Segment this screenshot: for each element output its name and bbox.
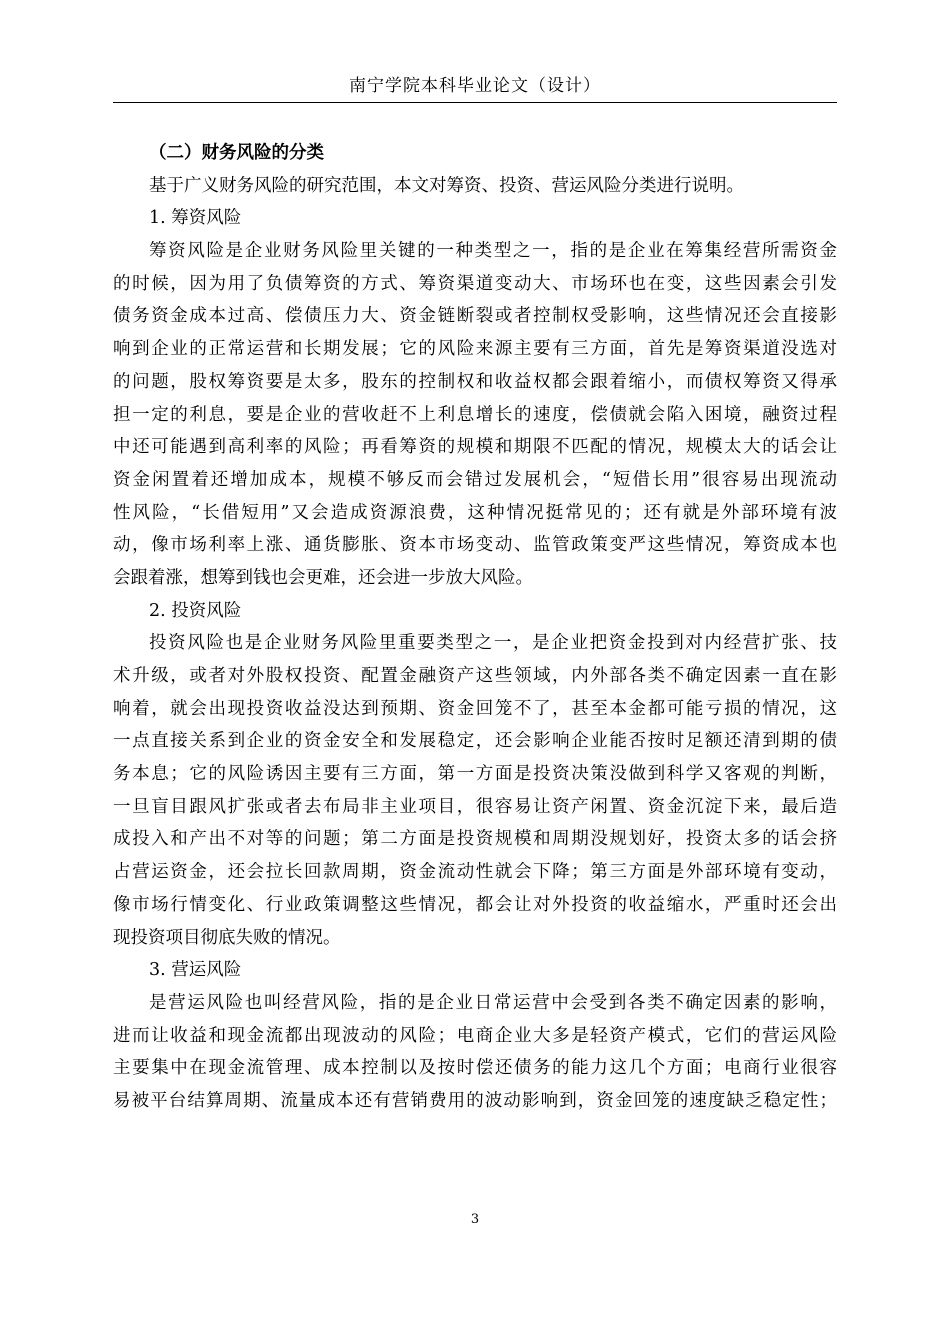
paragraph-line: 主要集中在现金流管理、成本控制以及按时偿还债务的能力这几个方面；电商行业很容	[113, 1058, 837, 1079]
paragraph-line: 债务资金成本过高、偿债压力大、资金链断裂或者控制权受影响，这些情况还会直接影	[113, 306, 837, 327]
paragraph-line: 担一定的利息，要是企业的营收赶不上利息增长的速度，偿债就会陷入困境，融资过程	[113, 404, 837, 425]
paragraph-line: 一点直接关系到企业的资金安全和发展稳定，还会影响企业能否按时足额还清到期的债	[113, 731, 837, 752]
subsection-title-investment-risk: 2. 投资风险	[149, 600, 242, 621]
paragraph-line: 投资风险也是企业财务风险里重要类型之一，是企业把资金投到对内经营扩张、技	[149, 633, 837, 654]
paragraph-line: 术升级，或者对外股权投资、配置金融资产这些领域，内外部各类不确定因素一直在影	[113, 666, 837, 686]
paragraph-line: 性风险，“长借短用”又会造成资源浪费，这种情况挺常见的；还有就是外部环境有波	[113, 502, 837, 523]
paragraph-investment-risk	[113, 627, 837, 954]
subsection-title-financing-risk: 1. 筹资风险	[149, 208, 242, 229]
paragraph-line: 占营运资金，还会拉长回款周期，资金流动性就会下降；第三方面是外部环境有变动，	[113, 862, 837, 883]
paragraph-financing-risk	[113, 235, 837, 595]
paragraph-line: 务本息；它的风险诱因主要有三方面，第一方面是投资决策没做到科学又客观的判断，	[113, 764, 837, 785]
paragraph-line: 会跟着涨，想筹到钱也会更难，还会进一步放大风险。	[113, 567, 533, 588]
paragraph-line: 是营运风险也叫经营风险，指的是企业日常运营中会受到各类不确定因素的影响，	[149, 992, 837, 1013]
paragraph-line: 易被平台结算周期、流量成本还有营销费用的波动影响到，资金回笼的速度缺乏稳定性；	[113, 1090, 837, 1111]
section-intro: 基于广义财务风险的研究范围，本文对筹资、投资、营运风险分类进行说明。	[149, 175, 744, 196]
section-heading: （二）财务风险的分类	[149, 143, 324, 163]
paragraph-line: 响着，就会出现投资收益没达到预期、资金回笼不了，甚至本金都可能亏损的情况，这	[113, 698, 837, 719]
paragraph-line: 像市场行情变化、行业政策调整这些情况，都会让对外投资的收益缩水，严重时还会出	[113, 894, 837, 915]
header-rule	[113, 102, 837, 103]
page-body	[113, 137, 837, 1118]
paragraph-line: 进而让收益和现金流都出现波动的风险；电商企业大多是轻资产模式，它们的营运风险	[113, 1025, 837, 1046]
paragraph-line: 中还可能遇到高利率的风险；再看筹资的规模和期限不匹配的情况，规模太大的话会让	[113, 437, 837, 458]
paragraph-line: 现投资项目彻底失败的情况。	[113, 927, 341, 948]
paragraph-line: 动，像市场利率上涨、通货膨胀、资本市场变动、监管政策变严这些情况，筹资成本也	[113, 535, 837, 556]
page-number: 3	[470, 1212, 480, 1227]
running-header: 南宁学院本科毕业论文（设计）	[349, 76, 601, 96]
paragraph-line: 的问题，股权筹资要是太多，股东的控制权和收益权都会跟着缩小，而债权筹资又得承	[113, 371, 837, 392]
paragraph-line: 成投入和产出不对等的问题；第二方面是投资规模和周期没规划好，投资太多的话会挤	[113, 829, 837, 850]
paragraph-line: 一旦盲目跟风扩张或者去布局非主业项目，很容易让资产闲置、资金沉淀下来，最后造	[113, 796, 837, 817]
paragraph-line: 筹资风险是企业财务风险里关键的一种类型之一，指的是企业在筹集经营所需资金	[149, 241, 837, 262]
paragraph-line: 响到企业的正常运营和长期发展；它的风险来源主要有三方面，首先是筹资渠道没选对	[113, 339, 837, 360]
paragraph-line: 资金闲置着还增加成本，规模不够反而会错过发展机会，“短借长用”很容易出现流动	[113, 469, 837, 490]
paragraph-operating-risk	[113, 987, 837, 1118]
subsection-title-operating-risk: 3. 营运风险	[149, 960, 242, 981]
paragraph-line: 的时候，因为用了负债筹资的方式、筹资渠道变动大、市场环也在变，这些因素会引发	[113, 273, 837, 294]
